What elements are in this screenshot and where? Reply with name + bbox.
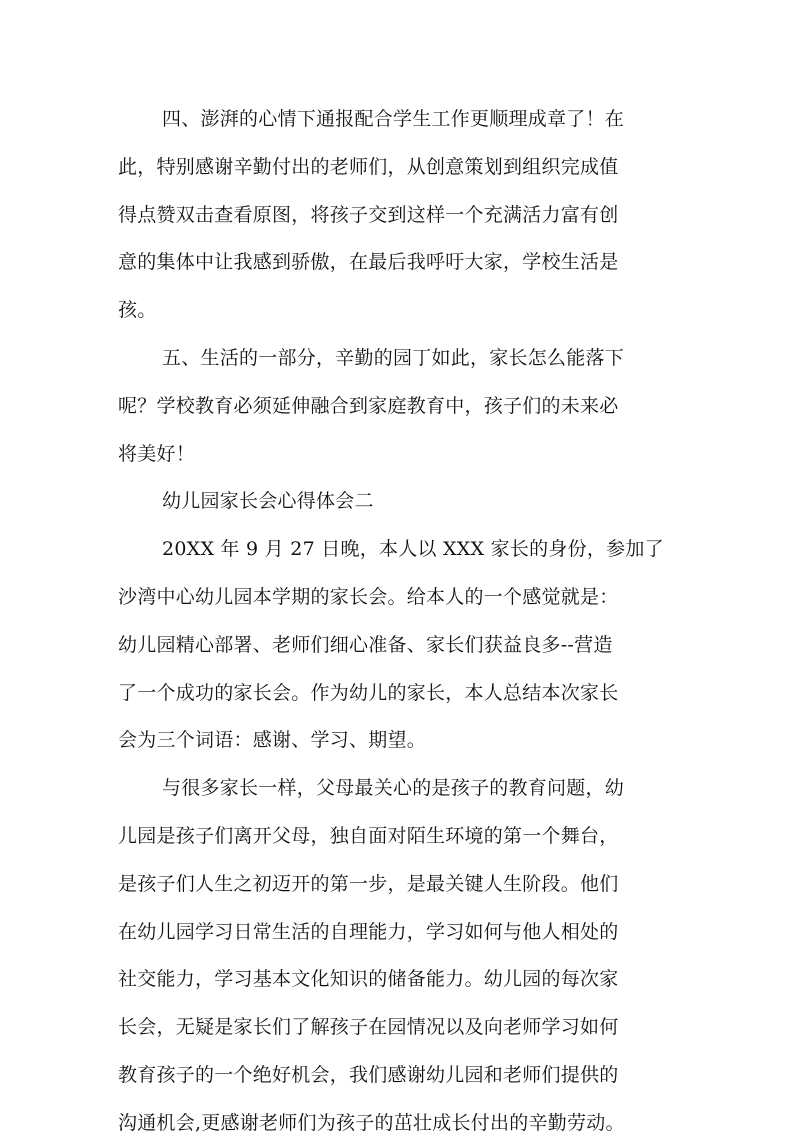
text-line: 呢？学校教育必须延伸融合到家庭教育中，孩子们的未来必 xyxy=(118,394,619,417)
text-line: 沙湾中心幼儿园本学期的家长会。给本人的一个感觉就是： xyxy=(118,585,619,608)
text-line: 是孩子们人生之初迈开的第一步，是最关键人生阶段。他们 xyxy=(118,872,619,895)
text-line: 社交能力，学习基本文化知识的储备能力。幼儿园的每次家 xyxy=(118,968,619,991)
text-line: 长会，无疑是家长们了解孩子在园情况以及向老师学习如何 xyxy=(118,1016,619,1039)
text-line: 儿园是孩子们离开父母，独自面对陌生环境的第一个舞台， xyxy=(118,824,619,847)
text-line: 沟通机会,更感谢老师们为孩子的茁壮成长付出的辛勤劳动。 xyxy=(118,1111,625,1134)
text-line: 会为三个词语：感谢、学习、期望。 xyxy=(118,729,427,752)
text-line: 四、澎湃的心情下通报配合学生工作更顺理成章了！在 xyxy=(162,108,625,130)
text-line: 20XX 年 9 月 27 日晚，本人以 XXX 家长的身份，参加了 xyxy=(162,538,664,561)
text-line: 意的集体中让我感到骄傲，在最后我呼吁大家，学校生活是 xyxy=(118,251,619,274)
text-line: 孩。 xyxy=(118,299,157,322)
text-line: 得点赞双击查看原图，将孩子交到这样一个充满活力富有创 xyxy=(118,203,619,226)
text-line: 与很多家长一样，父母最关心的是孩子的教育问题，幼 xyxy=(162,777,625,800)
text-line: 将美好！ xyxy=(118,442,196,465)
text-line: 教育孩子的一个绝好机会，我们感谢幼儿园和老师们提供的 xyxy=(118,1063,619,1086)
document-body xyxy=(118,96,688,1148)
text-line: 五、生活的一部分，辛勤的园丁如此，家长怎么能落下 xyxy=(162,346,625,369)
text-line: 此，特别感谢辛勤付出的老师们，从创意策划到组织完成值 xyxy=(118,155,619,178)
text-line: 了一个成功的家长会。作为幼儿的家长，本人总结本次家长 xyxy=(118,681,619,704)
text-line: 幼儿园精心部署、老师们细心准备、家长们获益良多--营造 xyxy=(118,633,613,656)
text-line: 在幼儿园学习日常生活的自理能力，学习如何与他人相处的 xyxy=(118,920,619,943)
section-heading: 幼儿园家长会心得体会二 xyxy=(162,490,374,513)
